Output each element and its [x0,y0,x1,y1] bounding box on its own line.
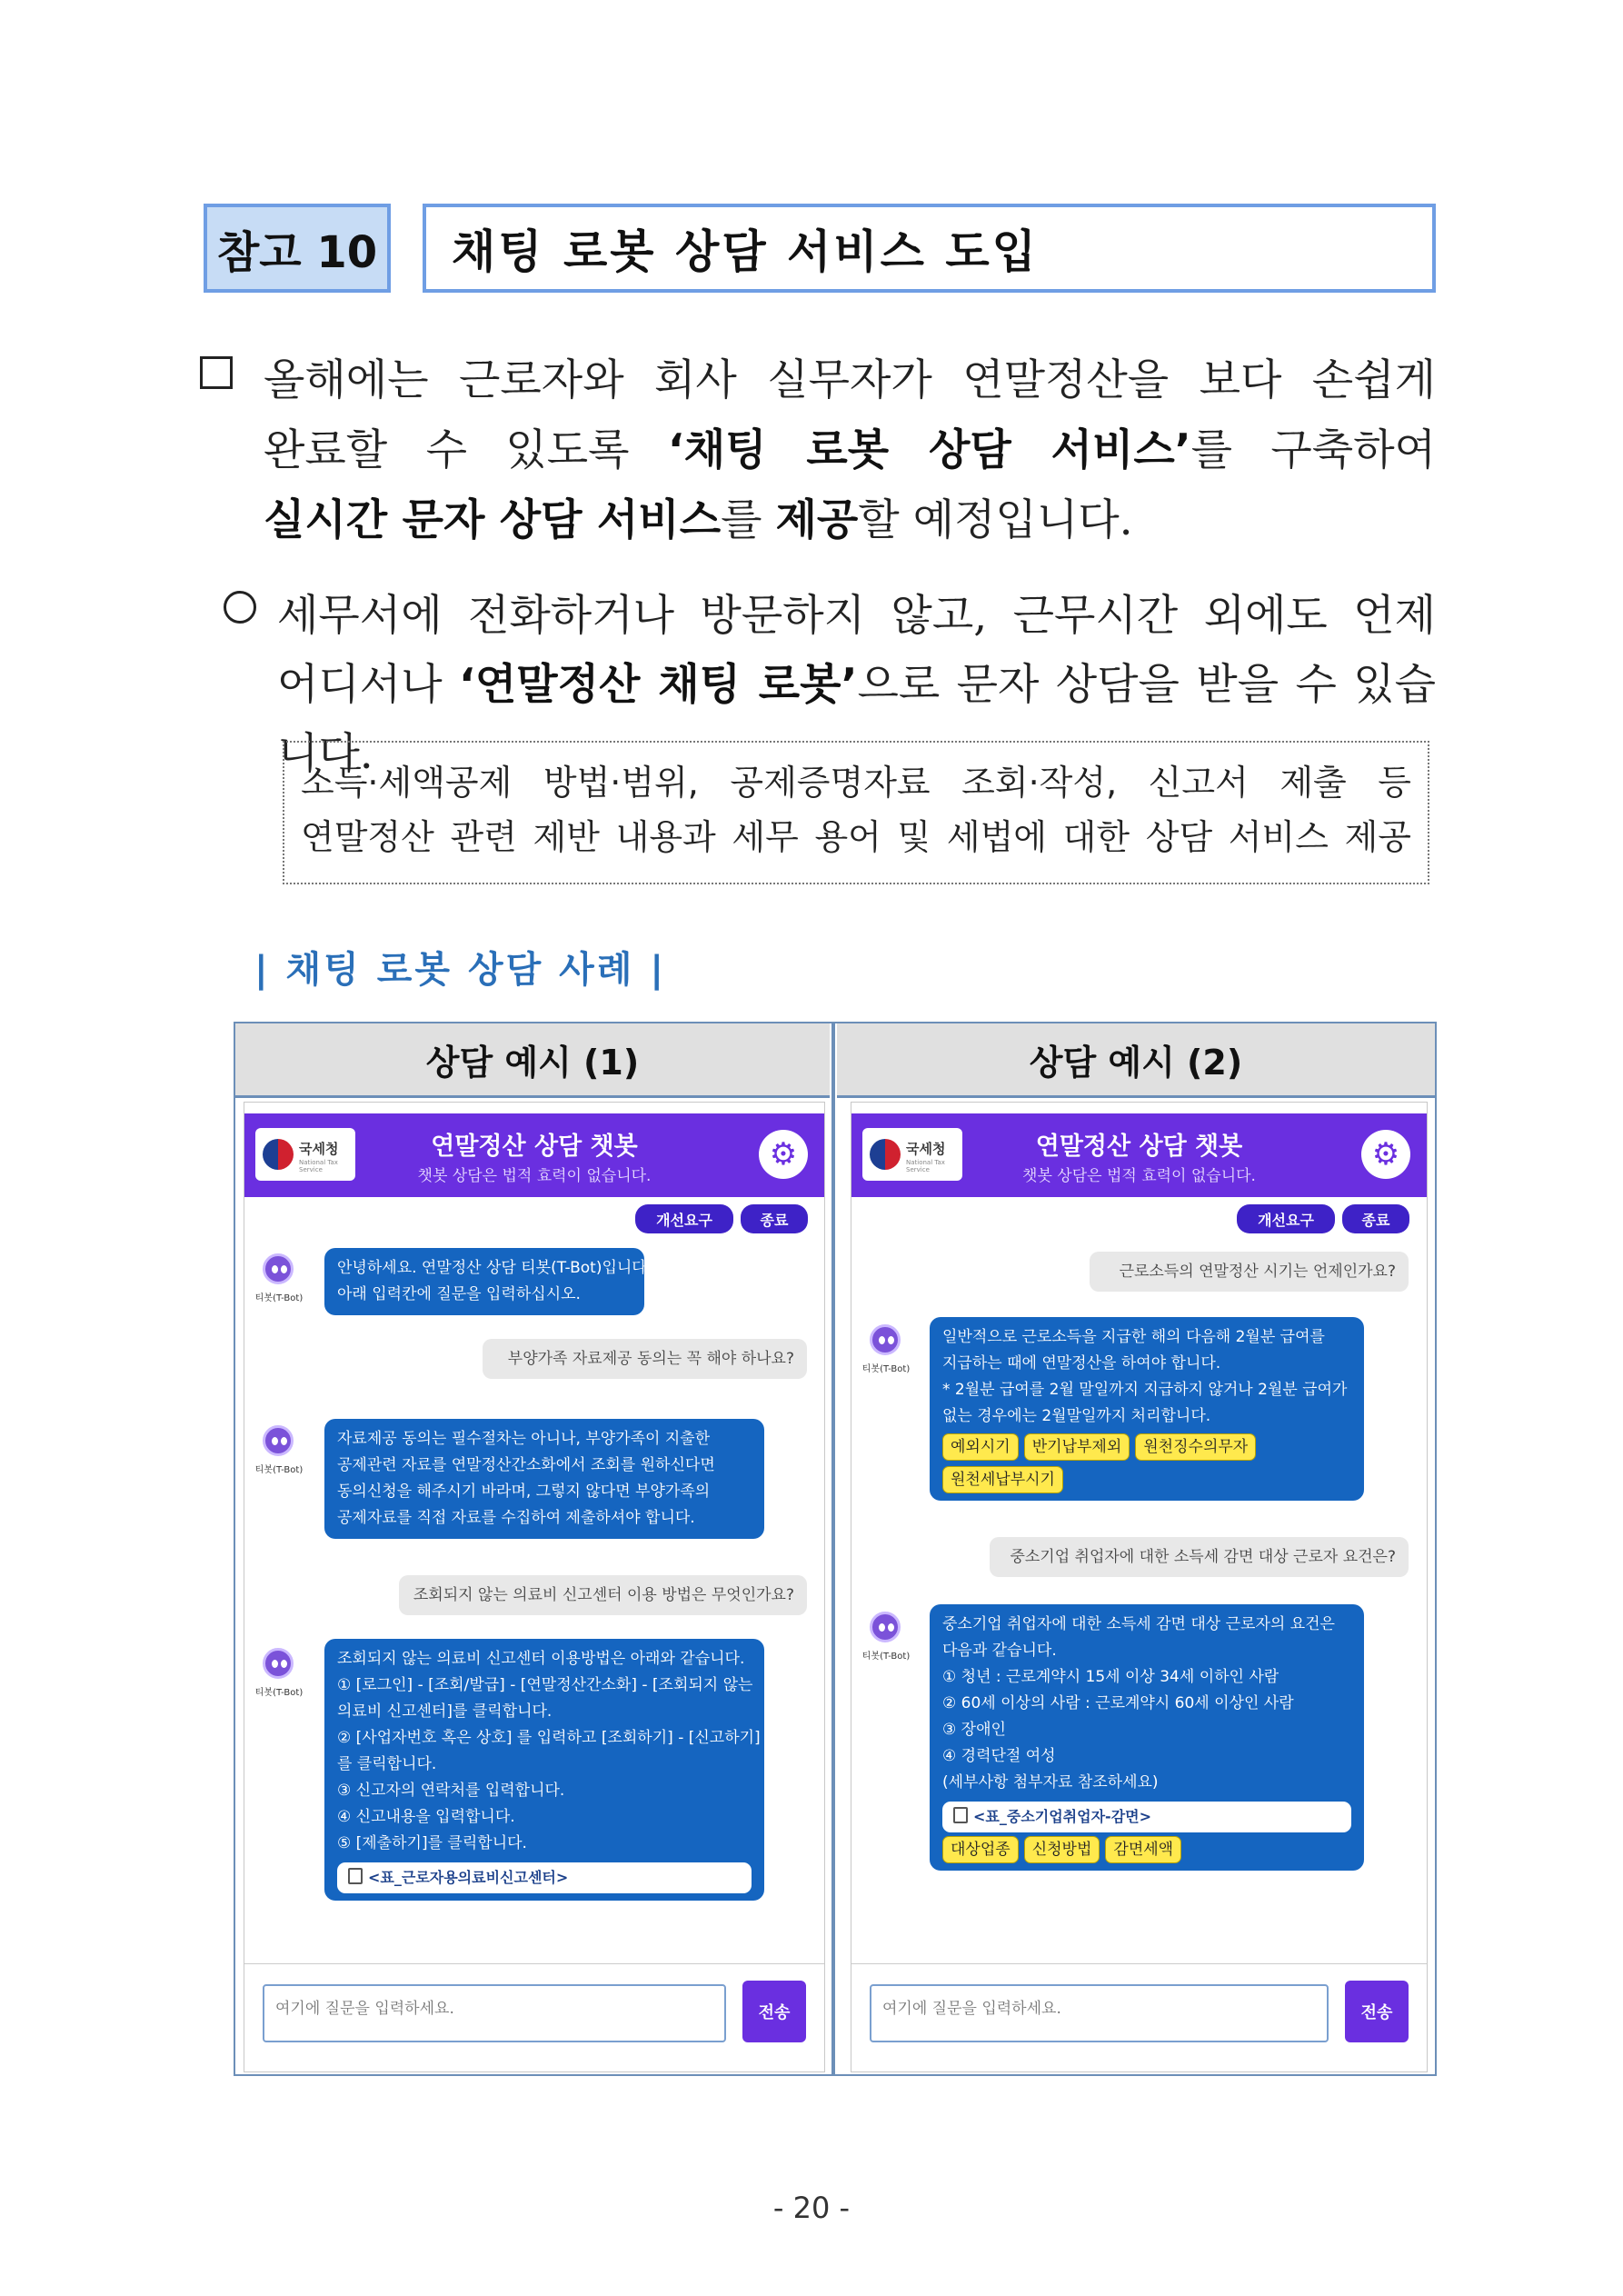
save-icon [953,1807,968,1823]
robot-icon [263,1648,294,1679]
attachment-link[interactable] [337,1862,752,1893]
text-run: 완료할 수 있도록 [264,425,668,475]
tbot-avatar [861,1612,911,1662]
end-chat-button[interactable]: 종료 [741,1204,808,1233]
message-line: 조회되지 않는 의료비 신고센터 이용방법은 아래와 같습니다. [337,1650,745,1668]
emphasis-realtime-service: 실시간 문자 상담 서비스 [264,495,722,545]
chatbot-subtitle: 챗봇 상담은 법적 효력이 없습니다. [1022,1167,1256,1185]
message-line: ③ 장애인 [942,1721,1006,1739]
question-input[interactable]: 여기에 질문을 입력하세요. [263,1984,726,2042]
user-message: 근로소득의 연말정산 시기는 언제인가요? [1090,1252,1409,1292]
bot-message [324,1639,764,1901]
quick-reply-chip[interactable]: 예외시기 [942,1433,1019,1461]
attachment-link[interactable] [942,1802,1351,1832]
bot-name-label: 티봇(T-Bot) [254,1465,304,1475]
message-line: 공제자료를 직접 자료를 수집하여 제출하셔야 합니다. [337,1509,695,1527]
message-line: 안녕하세요. 연말정산 상담 티봇(T-Bot)입니다. [337,1259,652,1277]
robot-icon [870,1324,901,1355]
quick-reply-chips [942,1836,1351,1863]
message-line: (세부사항 첨부자료 참조하세요) [942,1773,1159,1792]
question-input[interactable]: 여기에 질문을 입력하세요. [870,1984,1329,2042]
emphasis-service-name: ‘채팅 로봇 상담 서비스’ [667,425,1191,475]
quick-reply-chip[interactable]: 원천징수의무자 [1135,1433,1256,1461]
chat-input-area [851,1963,1427,2071]
message-line: ② 60세 이상의 사람 : 근로계약시 60세 이상인 사람 [942,1694,1294,1712]
chat-input-area [244,1963,824,2071]
text-run: 를 구축하여 [1190,425,1437,475]
logo-text: 국세청 [906,1141,946,1157]
improve-request-button[interactable]: 개선요구 [1237,1204,1335,1233]
send-button[interactable]: 전송 [742,1981,806,2042]
examples-divider [831,1022,835,2076]
robot-icon [263,1253,294,1284]
message-line: 의료비 신고센터]를 클릭합니다. [337,1702,553,1721]
chatbot-title: 연말정산 상담 챗봇 [1035,1133,1243,1161]
message-line: ① 청년 : 근로계약시 15세 이상 34세 이하인 사람 [942,1668,1279,1686]
reference-label: 참고 10 [204,204,391,293]
message-line: 중소기업 취업자에 대한 소득세 감면 대상 근로자의 요건은 [942,1615,1335,1633]
service-scope-line-1: 소득·세액공제 방법·범위, 공제증명자료 조회·작성, 신고서 제출 등 [301,763,1411,803]
bot-message [930,1604,1364,1871]
sub-paragraph-line-1: 세무서에 전화하거나 방문하지 않고, 근무시간 외에도 언제 [277,591,1436,641]
attachment-link-label: <표_근로자용의료비신고센터> [368,1869,569,1886]
message-line: 일반적으로 근로소득을 지급한 해의 다음해 2월분 급여를 [942,1328,1325,1346]
message-line: ④ 신고내용을 입력합니다. [337,1808,515,1826]
message-line: ③ 신고자의 연락처를 입력합니다. [337,1782,565,1800]
bot-name-label: 티봇(T-Bot) [861,1364,911,1374]
chatbot-panel-example-2 [851,1102,1428,2072]
message-line: ① [로그인] - [조회/발급] - [연말정산간소화] - [조회되지 않는 [337,1676,753,1694]
improve-request-button[interactable]: 개선요구 [635,1204,733,1233]
square-bullet-icon [200,356,233,389]
service-scope-box [283,741,1429,884]
text-run: 할 예정입니다. [858,495,1133,545]
chatbot-title: 연말정산 상담 챗봇 [431,1133,638,1161]
robot-icon [870,1612,901,1642]
message-line: 지급하는 때에 연말정산을 하여야 합니다. [942,1354,1221,1373]
page-title: 채팅 로봇 상담 서비스 도입 [423,204,1436,293]
attachment-link-label: <표_중소기업취업자-감면> [973,1808,1152,1825]
emphasis-provide: 제공 [775,495,859,545]
chatbot-header [851,1113,1427,1197]
user-message: 중소기업 취업자에 대한 소득세 감면 대상 근로자 요건은? [990,1537,1409,1577]
logo-subtext: National Tax Service [299,1159,338,1173]
quick-reply-chip[interactable]: 원천세납부시기 [942,1466,1063,1493]
quick-reply-chip[interactable]: 감면세액 [1105,1836,1181,1863]
message-line: * 2월분 급여를 2월 말일까지 지급하지 않거나 2월분 급여가 [942,1381,1348,1399]
user-message: 부양가족 자료제공 동의는 꼭 해야 하나요? [483,1339,807,1379]
quick-reply-chip[interactable]: 신청방법 [1024,1836,1100,1863]
bot-message [324,1419,764,1539]
bot-name-label: 티봇(T-Bot) [861,1652,911,1662]
emphasis-chatbot-name: ‘연말정산 채팅 로봇’ [458,660,858,710]
message-line: ② [사업자번호 혹은 상호] 를 입력하고 [조회하기] - [신고하기] [337,1729,761,1747]
chatbot-subtitle: 챗봇 상담은 법적 효력이 없습니다. [417,1167,652,1185]
message-line: 공제관련 자료를 연말정산간소화에서 조회를 원하신다면 [337,1456,715,1474]
section-caption: | 채팅 로봇 상담 사례 | [254,949,666,991]
tbot-avatar [254,1648,304,1699]
bot-name-label: 티봇(T-Bot) [254,1293,304,1303]
save-icon [348,1868,363,1884]
message-line: 다음과 같습니다. [942,1642,1057,1660]
user-message: 조회되지 않는 의료비 신고센터 이용 방법은 무엇인가요? [399,1575,807,1615]
text-run: 어디서나 [277,660,459,710]
main-paragraph-line-2 [264,415,1436,485]
example-1-header: 상담 예시 (1) [235,1023,830,1098]
main-paragraph [264,345,1436,555]
chatbot-panel-example-1 [244,1102,825,2072]
message-line: 없는 경우에는 2월말일까지 처리합니다. [942,1407,1211,1425]
tbot-avatar [254,1253,304,1304]
main-paragraph-line-1: 올해에는 근로자와 회사 실무자가 연말정산을 보다 손쉽게 [264,355,1436,405]
page-number: - 20 - [772,2191,851,2225]
text-run: 으로 문자 상담을 받을 수 있습니다. [277,660,1436,779]
send-button[interactable]: 전송 [1345,1981,1409,2042]
message-line: 동의신청을 해주시기 바라며, 그렇지 않다면 부양가족의 [337,1482,711,1501]
gear-icon[interactable]: ⚙ [759,1130,808,1179]
message-line: ⑤ [제출하기]를 클릭합니다. [337,1834,527,1852]
robot-icon [263,1425,294,1456]
end-chat-button[interactable]: 종료 [1342,1204,1409,1233]
quick-reply-chip[interactable]: 대상업종 [942,1836,1019,1863]
tbot-avatar [861,1324,911,1375]
bot-name-label: 티봇(T-Bot) [254,1688,304,1698]
bot-message [324,1248,652,1315]
service-scope-line-2: 연말정산 관련 제반 내용과 세무 용어 및 세법에 대한 상담 서비스 제공 [301,817,1411,857]
quick-reply-chips [942,1433,1351,1493]
chatbot-header [244,1113,824,1197]
message-line: 아래 입력칸에 질문을 입력하십시오. [337,1285,581,1303]
tbot-avatar [254,1425,304,1476]
gear-icon[interactable]: ⚙ [1361,1130,1410,1179]
logo-subtext: National Tax Service [906,1159,945,1173]
message-line: 를 클릭합니다. [337,1755,437,1773]
message-line: 자료제공 동의는 필수절차는 아니나, 부양가족이 지출한 [337,1430,711,1448]
message-line: ④ 경력단절 여성 [942,1747,1056,1765]
main-paragraph-line-3 [264,485,1436,555]
circle-bullet-icon [224,591,256,624]
text-run: 를 [721,495,776,545]
example-2-header: 상담 예시 (2) [837,1023,1435,1098]
logo-text: 국세청 [299,1141,339,1157]
quick-reply-chip[interactable]: 반기납부제외 [1024,1433,1130,1461]
bot-message [930,1317,1364,1501]
